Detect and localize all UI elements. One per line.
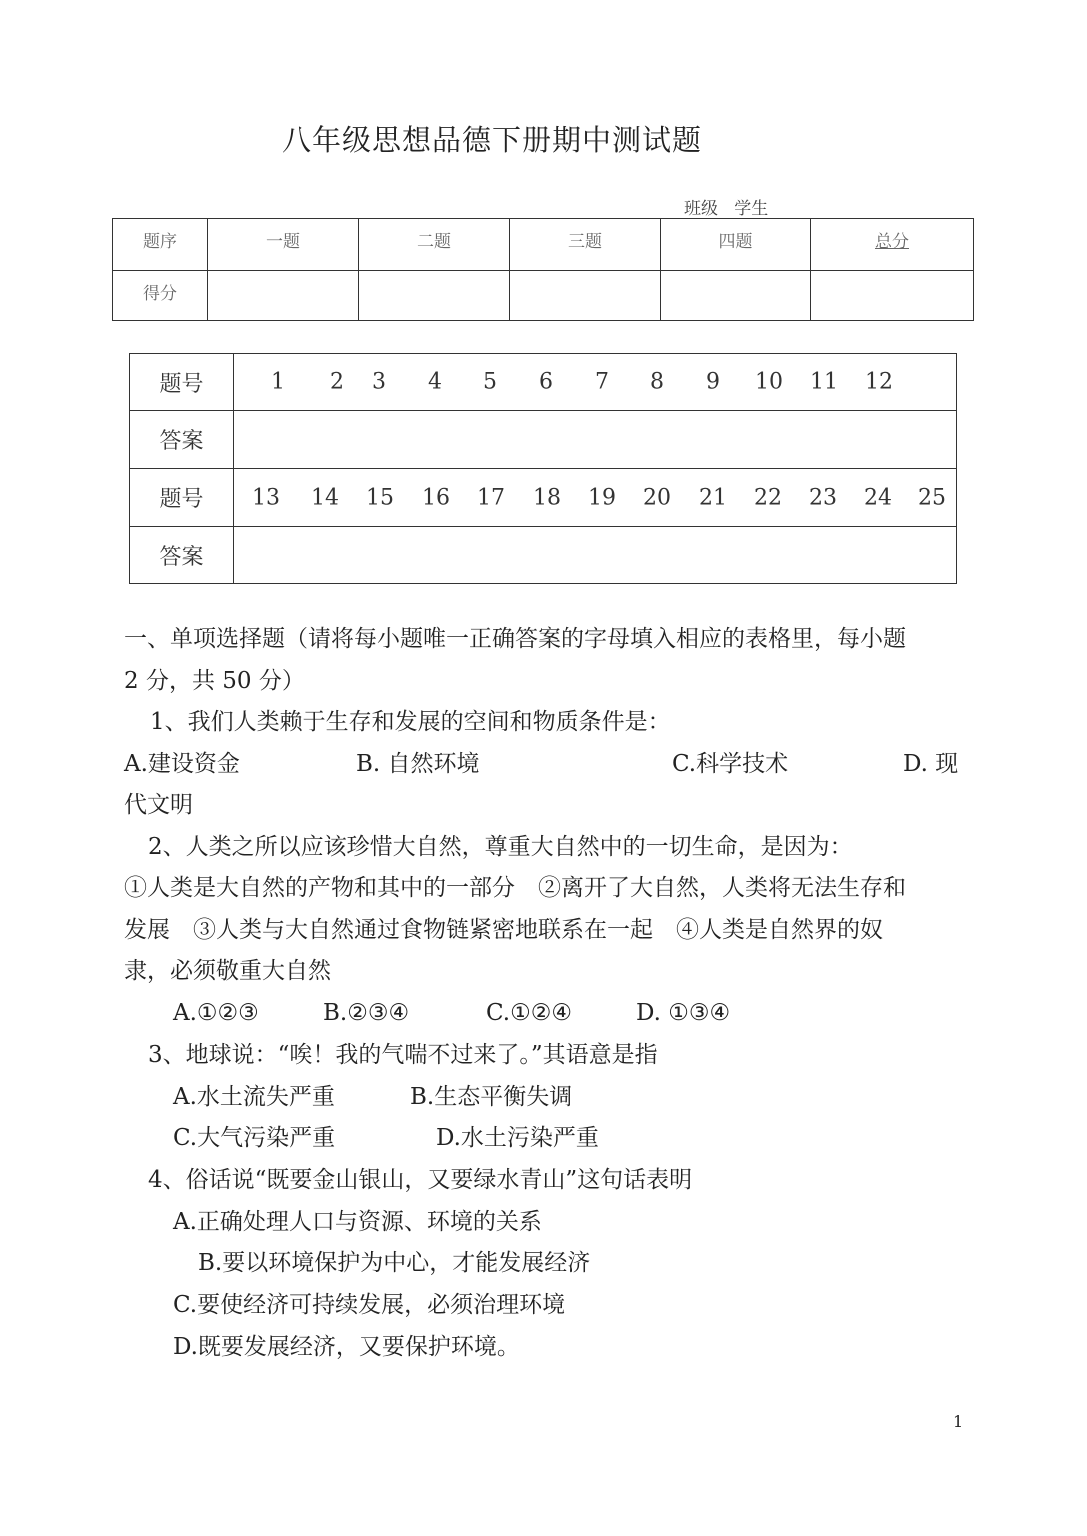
question-1-stem: 1、我们人类赖于生存和发展的空间和物质条件是： — [150, 709, 671, 735]
score-header-total — [811, 219, 974, 271]
question-3-option-a: A.水土流失严重 — [173, 1084, 335, 1110]
score-cell — [208, 271, 359, 321]
score-header-q2: 二题 — [359, 219, 510, 271]
question-4-option-a: A.正确处理人口与资源、环境的关系 — [173, 1209, 542, 1235]
answer-row-label-number-1: 题号 — [130, 354, 234, 411]
numbers-row-1 — [234, 354, 957, 411]
question-2-option-b: B.②③④ — [323, 1000, 410, 1026]
question-number: 19 — [588, 485, 616, 510]
question-number: 3 — [372, 369, 386, 395]
score-cell — [359, 271, 510, 321]
question-2-line-3: 隶，必须敬重大自然 — [124, 958, 331, 984]
page-number: 1 — [953, 1412, 964, 1431]
question-number: 18 — [533, 485, 561, 510]
question-3-stem: 3、地球说：“唉！我的气喘不过来了。”其语意是指 — [148, 1042, 658, 1068]
class-student-line — [608, 194, 862, 219]
question-number: 17 — [477, 485, 505, 510]
question-number: 6 — [539, 369, 553, 395]
question-number: 23 — [809, 485, 837, 510]
question-2-option-d: D. ①③④ — [636, 1000, 731, 1026]
section-heading-line-1: 一、单项选择题（请将每小题唯一正确答案的字母填入相应的表格里，每小题 — [124, 626, 906, 652]
question-number: 14 — [311, 485, 339, 510]
question-number: 21 — [699, 485, 727, 510]
question-4-option-c: C.要使经济可持续发展，必须治理环境 — [173, 1292, 566, 1318]
question-number: 5 — [483, 369, 497, 395]
question-number: 24 — [864, 485, 892, 510]
question-2-line-2: 发展 ③人类与大自然通过食物链紧密地联系在一起 ④人类是自然界的奴 — [124, 917, 883, 943]
score-header-index: 题序 — [113, 219, 208, 271]
question-2-option-c: C.①②④ — [486, 1000, 572, 1026]
question-number: 20 — [643, 485, 671, 510]
score-header-total-text: 总分 — [875, 232, 909, 252]
class-blank — [608, 200, 684, 219]
student-label: 学生 — [734, 199, 769, 219]
question-number: 13 — [252, 485, 280, 510]
answer-cells-row-1 — [234, 411, 957, 469]
question-number: 10 — [755, 369, 783, 395]
question-1-option-d-cont: 代文明 — [124, 792, 193, 818]
answer-cells-row-2 — [234, 527, 957, 584]
class-label: 班级 — [684, 199, 718, 219]
question-3-option-b: B.生态平衡失调 — [410, 1084, 573, 1110]
question-number: 2 — [330, 369, 344, 395]
question-2-stem: 2、人类之所以应该珍惜大自然，尊重大自然中的一切生命，是因为： — [148, 834, 853, 860]
numbers-row-2 — [234, 469, 957, 527]
answer-row-label-answer-2: 答案 — [130, 527, 234, 584]
question-3-option-d: D.水土污染严重 — [436, 1125, 599, 1151]
question-1-option-c: C.科学技术 — [672, 751, 789, 777]
question-1-option-a: A.建设资金 — [124, 751, 240, 777]
question-number: 1 — [271, 369, 285, 395]
question-number: 12 — [865, 369, 893, 395]
question-number: 15 — [366, 485, 394, 510]
score-row-label: 得分 — [113, 271, 208, 321]
question-number: 9 — [706, 369, 720, 395]
question-number: 7 — [595, 369, 609, 395]
question-number: 4 — [428, 369, 442, 395]
question-1-option-d: D. 现 — [903, 751, 959, 777]
question-number: 11 — [810, 369, 838, 395]
score-cell — [811, 271, 974, 321]
question-number: 22 — [754, 485, 782, 510]
question-4-option-d: D.既要发展经济，又要保护环境。 — [173, 1334, 520, 1360]
page-title: 八年级思想品德下册期中测试题 — [282, 123, 703, 157]
score-cell — [510, 271, 661, 321]
question-number: 25 — [918, 485, 946, 510]
question-number: 8 — [650, 369, 664, 395]
student-blank — [768, 200, 862, 219]
question-4-option-b: B.要以环境保护为中心，才能发展经济 — [198, 1250, 591, 1276]
score-cell — [661, 271, 811, 321]
question-3-option-c: C.大气污染严重 — [173, 1125, 336, 1151]
question-4-stem: 4、俗话说“既要金山银山，又要绿水青山”这句话表明 — [148, 1167, 693, 1193]
answer-table — [129, 353, 957, 584]
answer-row-label-answer-1: 答案 — [130, 411, 234, 469]
answer-row-label-number-2: 题号 — [130, 469, 234, 527]
question-2-option-a: A.①②③ — [173, 1000, 259, 1026]
question-2-line-1: ①人类是大自然的产物和其中的一部分 ②离开了大自然，人类将无法生存和 — [124, 875, 906, 901]
score-header-q1: 一题 — [208, 219, 359, 271]
question-1-option-b: B. 自然环境 — [356, 751, 480, 777]
question-number: 16 — [422, 485, 450, 510]
score-table — [112, 218, 974, 321]
score-header-q4: 四题 — [661, 219, 811, 271]
section-heading-line-2: 2 分，共 50 分） — [124, 668, 305, 694]
score-header-q3: 三题 — [510, 219, 661, 271]
